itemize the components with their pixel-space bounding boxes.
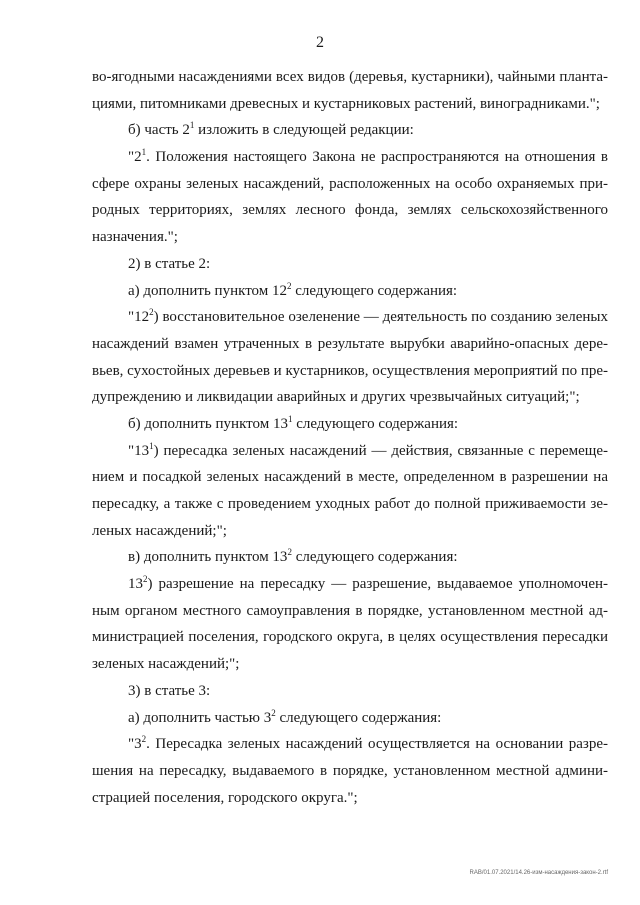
text-line-content: 13 (128, 576, 143, 593)
text-line-content: в) дополнить пунктом 13 (128, 549, 288, 566)
text-line-continuation: ) пересадка зеленых насаждений — действия, связанные с перемеще- (153, 442, 608, 459)
text-line-continuation: ) восстановительное озеленение — деятельность по созданию зеленых (153, 309, 608, 326)
superscript: 2 (143, 574, 148, 585)
text-line (92, 197, 608, 224)
text-line-content: во-ягодными насаждениями всех видов (деревья, кустарники), чайными планта- (92, 69, 608, 85)
superscript: 2 (141, 734, 147, 745)
superscript: 2 (149, 307, 154, 318)
text-line (92, 91, 608, 118)
text-line-content: "13 (128, 442, 150, 459)
text-line (92, 464, 608, 491)
text-line-content: нием и посадкой зеленых насаждений в месте, определенном в разрешении на (92, 469, 608, 486)
text-line-continuation: следующего содержания: (275, 709, 442, 726)
superscript: 1 (149, 440, 154, 451)
superscript: 2 (287, 547, 292, 558)
superscript: 1 (141, 147, 147, 158)
text-line-content: назначения."; (92, 229, 178, 246)
text-line (92, 598, 608, 625)
text-line-content: шения на пересадку, выдаваемого в порядке, установленном местной админи- (92, 762, 608, 779)
text-line-continuation: следующего содержания: (291, 282, 458, 299)
text-line (92, 224, 608, 251)
text-line-content: министрацией поселения, городского округа, в целях осуществления пересадки (92, 629, 608, 646)
text-line (92, 64, 608, 91)
text-line (92, 785, 608, 812)
text-line-content: 3) в статье 3: (128, 682, 211, 699)
text-line-content: насаждений взамен утраченных в результате вырубки аварийно-опасных дере- (92, 335, 608, 352)
superscript: 1 (287, 413, 293, 424)
text-line (92, 544, 608, 571)
text-line (92, 758, 608, 785)
text-line (92, 571, 608, 598)
superscript: 1 (189, 120, 195, 131)
text-line (92, 624, 608, 651)
text-line-content: а) дополнить частью 3 (128, 709, 272, 726)
text-line (92, 438, 608, 465)
text-line-continuation: следующего содержания: (292, 415, 459, 432)
superscript: 2 (271, 707, 276, 718)
text-line-content: ным органом местного самоуправления в порядке, установленном местной ад- (92, 602, 608, 619)
text-line (92, 491, 608, 518)
text-line (92, 117, 608, 144)
text-line (92, 278, 608, 305)
page-number: 2 (316, 34, 324, 51)
text-line-content: циями, питомниками древесных и кустарниковых растений, виноградниками."; (92, 95, 600, 112)
text-line-continuation: . Положения настоящего Закона не распространяются на отношения в (146, 149, 608, 166)
text-line-continuation: следующего содержания: (291, 549, 458, 566)
text-line-content: сфере охраны зеленых насаждений, расположенных на особо охраняемых при- (92, 175, 608, 192)
text-line (92, 411, 608, 438)
text-line-content: 2) в статье 2: (128, 255, 211, 272)
document-body (92, 64, 608, 811)
text-line-content: "12 (128, 309, 150, 326)
text-line (92, 384, 608, 411)
text-line-content: "3 (128, 736, 142, 753)
text-line (92, 304, 608, 331)
text-line-content: вьев, сухостойных деревьев и кустарников, осуществления мероприятий по пре- (92, 362, 609, 379)
text-line (92, 171, 608, 198)
text-line-content: страцией поселения, городского округа."; (92, 789, 358, 806)
superscript: 2 (287, 280, 292, 291)
text-line-content: а) дополнить пунктом 12 (128, 282, 288, 299)
text-line (92, 651, 608, 678)
text-line-content: б) дополнить пунктом 13 (128, 415, 288, 432)
text-line-content: леных насаждений;"; (92, 522, 227, 539)
text-line-content: дупреждению и ликвидации аварийных и других чрезвычайных ситуаций;"; (92, 389, 580, 406)
file-footer: RAB/01.07.2021/14.26-изм-насаждения-закон-2.rtf (469, 870, 608, 876)
text-line-content: пересадку, а также с проведением уходных работ до полной приживаемости зе- (92, 496, 608, 512)
text-line-content: зеленых насаждений;"; (92, 656, 240, 673)
text-line-continuation: изложить в следующей редакции: (194, 122, 414, 139)
text-line-continuation: ) разрешение на пересадку — разрешение, выдаваемое уполномочен- (147, 576, 608, 593)
text-line (92, 731, 608, 758)
text-line-continuation: . Пересадка зеленых насаждений осуществляется на основании разре- (146, 736, 608, 753)
text-line-content: "2 (128, 149, 142, 166)
text-line (92, 358, 608, 385)
text-line (92, 678, 608, 705)
text-line (92, 705, 608, 732)
text-line-content: б) часть 2 (128, 122, 190, 139)
text-line (92, 518, 608, 545)
text-line-content: родных территориях, землях лесного фонда, землях сельскохозяйственного (92, 202, 608, 219)
text-line (92, 331, 608, 358)
text-line (92, 144, 608, 171)
text-line (92, 251, 608, 278)
